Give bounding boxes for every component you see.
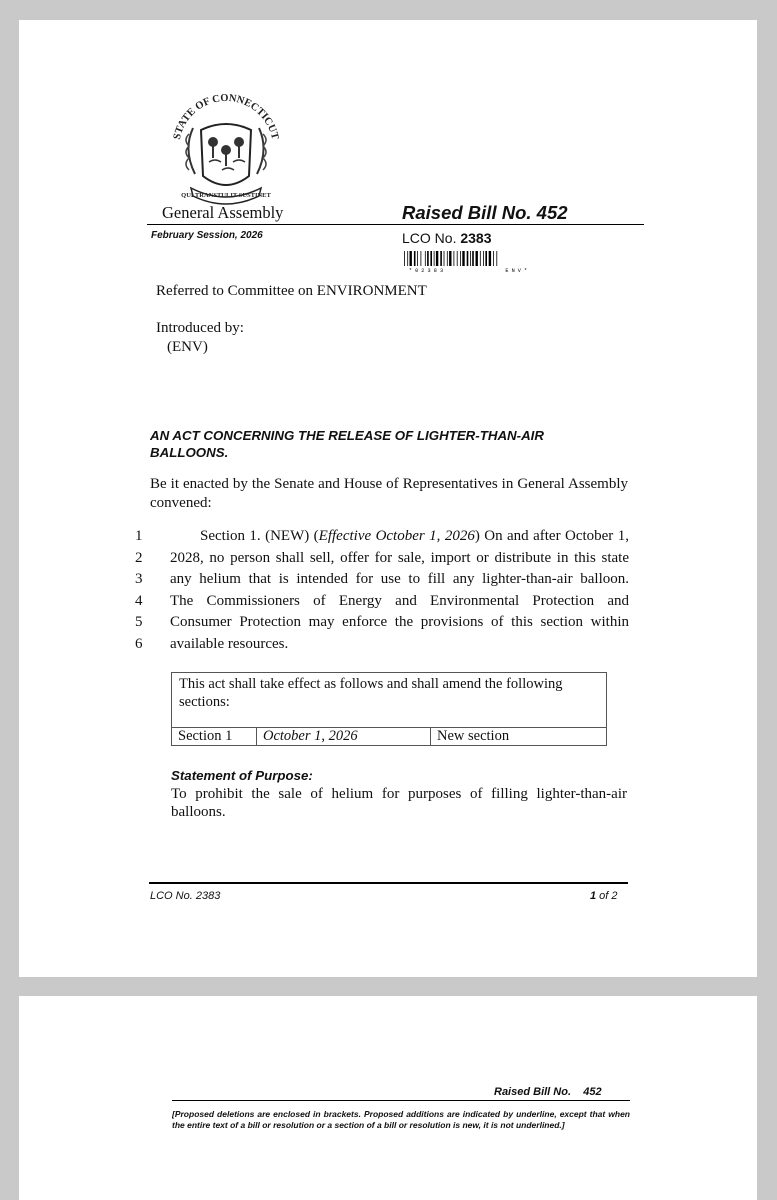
page2-bill-number: 452 — [583, 1086, 602, 1098]
page-current: 1 — [590, 890, 597, 902]
introduced-by — [156, 319, 244, 357]
committee-referral: Referred to Committee on ENVIRONMENT — [156, 283, 427, 299]
act-title: AN ACT CONCERNING THE RELEASE OF LIGHTER-THAN-AIR BALLOONS. — [150, 428, 544, 460]
session-label: February Session, 2026 — [151, 230, 263, 241]
page-total: of 2 — [596, 890, 618, 902]
introduced-label: Introduced by: — [156, 320, 244, 336]
introduced-value: (ENV) — [167, 339, 208, 355]
header-divider — [147, 224, 644, 225]
line-text: Section 1. (NEW) (Effective October 1, 2026) On and after October 1, — [200, 528, 629, 544]
bill-line — [135, 636, 629, 658]
assembly-label: General Assembly — [162, 203, 284, 222]
type-cell: New section — [437, 728, 510, 744]
bill-line — [135, 550, 629, 572]
footer-divider — [149, 882, 628, 884]
purpose-text: To prohibit the sale of helium for purposes of filling lighter-than-air balloons. — [171, 786, 627, 820]
bill-line — [135, 593, 629, 615]
effective-date: Effective October 1, 2026 — [318, 528, 475, 544]
bill-page-2 — [19, 996, 757, 1200]
line-text: The Commissioners of Energy and Environmental Protection and — [170, 592, 629, 609]
line-number: 6 — [135, 635, 143, 652]
line-number: 4 — [135, 592, 143, 609]
bill-line — [135, 528, 629, 550]
bill-line — [135, 614, 629, 636]
svg-text:STATE OF CONNECTICUT — [172, 93, 280, 141]
line-number: 1 — [135, 528, 143, 544]
line-number: 5 — [135, 614, 143, 631]
bill-text — [135, 528, 629, 658]
page2-divider — [172, 1100, 630, 1101]
bill-number-title: Raised Bill No. 452 — [402, 202, 568, 223]
page2-bill-header — [494, 1086, 602, 1098]
enacting-clause: Be it enacted by the Senate and House of Representatives in General Assembly convened: — [150, 476, 628, 511]
barcode-text: * 0 2 3 8 3 E N V * — [408, 268, 528, 273]
purpose-heading: Statement of Purpose: — [171, 768, 313, 783]
line-text: available resources. — [170, 635, 289, 652]
line-number: 2 — [135, 549, 143, 566]
seal-text: STATE OF CONNECTICUT — [171, 92, 281, 141]
page2-raised-label: Raised Bill No. — [494, 1086, 572, 1098]
effective-date-table — [171, 672, 607, 746]
proposal-note: [Proposed deletions are enclosed in brackets. Proposed additions are indicated by underline, except that when the entire text of a bill or resolution or a section of a bill or resolution is new, it is not underlined.] — [172, 1109, 630, 1130]
section-cell: Section 1 — [172, 728, 257, 745]
footer-lco: LCO No. 2383 — [150, 890, 221, 902]
bill-line — [135, 571, 629, 593]
state-seal-icon — [165, 90, 287, 212]
lco-number-header — [402, 230, 492, 246]
bill-page-1 — [19, 20, 757, 977]
table-row — [172, 727, 606, 745]
seal-motto: QUI TRANSTULIT SUSTINET — [181, 192, 271, 199]
barcode-icon — [403, 251, 533, 273]
line-number: 3 — [135, 571, 143, 588]
lco-label: LCO No. — [402, 230, 457, 246]
line-text: Consumer Protection may enforce the provisions of this section within — [170, 614, 629, 631]
lco-number: 2383 — [460, 230, 492, 246]
line-text: 2028, no person shall sell, offer for sale, import or distribute in this state — [170, 549, 629, 566]
line-text: any helium that is intended for use to fill any lighter-than-air balloon. — [170, 571, 629, 588]
effect-table-header: This act shall take effect as follows and shall amend the following sections: — [179, 676, 563, 710]
page-indicator — [590, 890, 618, 902]
date-cell: October 1, 2026 — [257, 728, 431, 745]
